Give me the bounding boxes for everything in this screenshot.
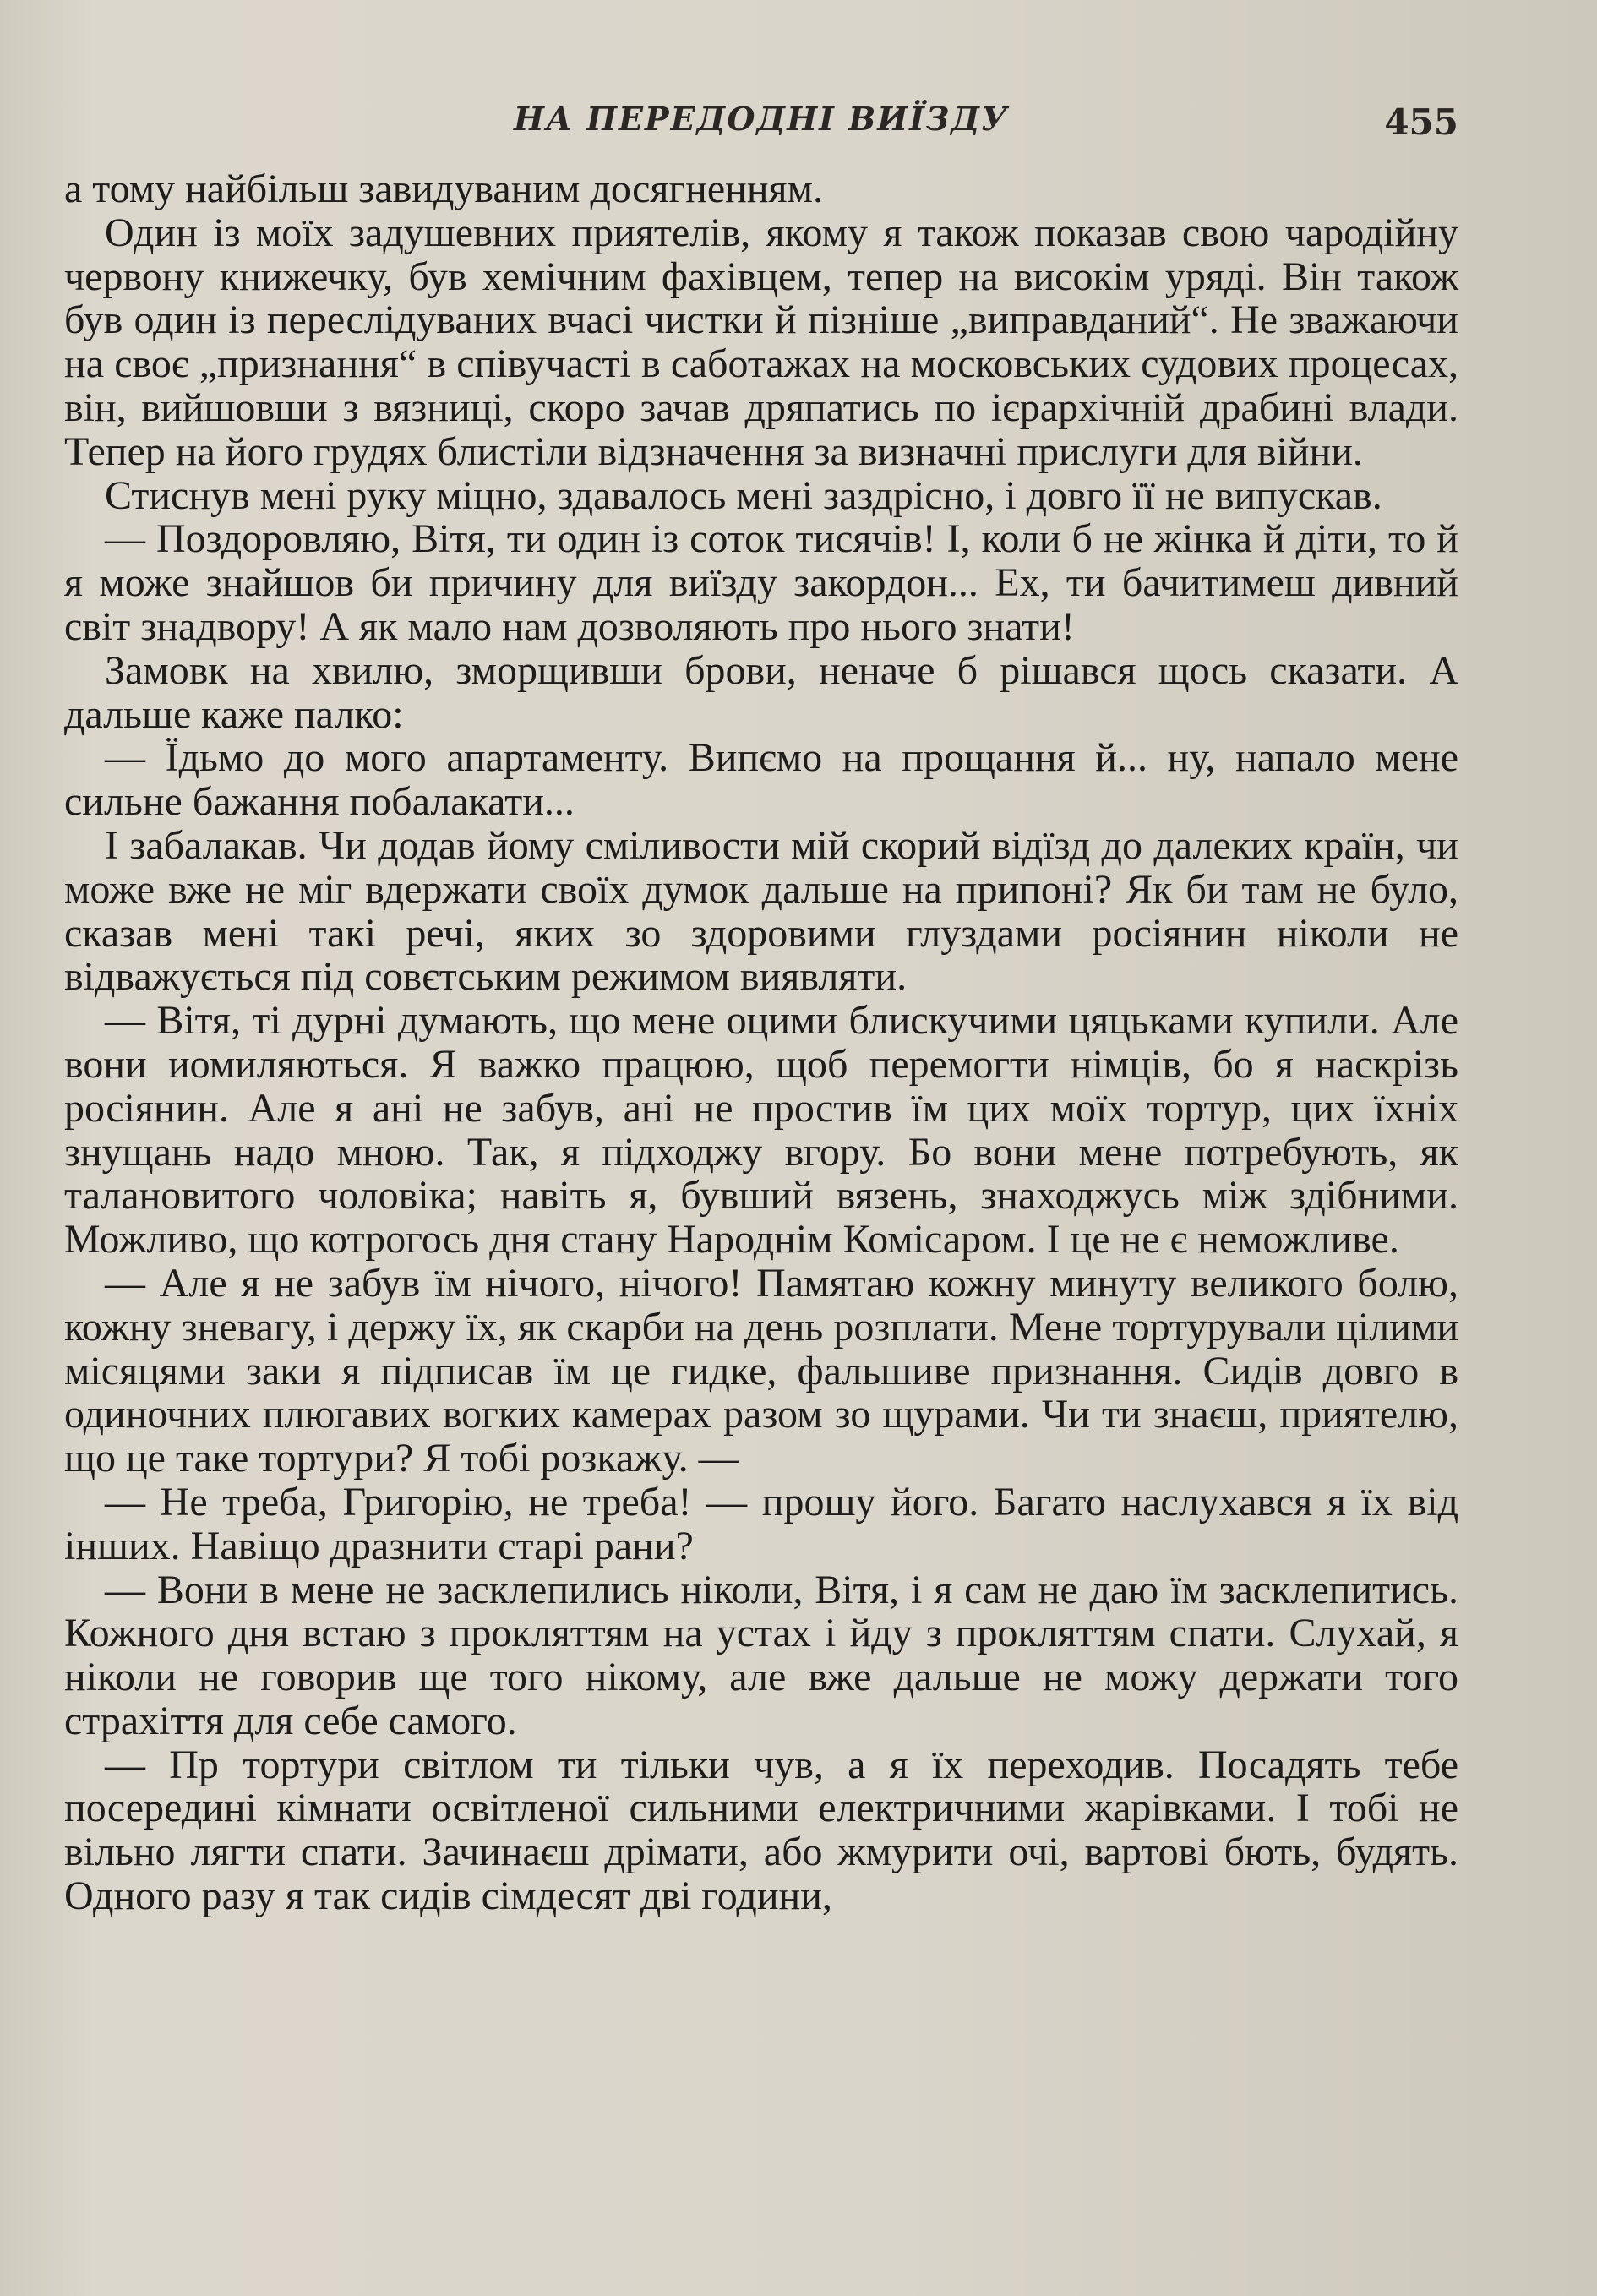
paragraph: — Вітя, ті дурні думають, що мене оцими блискучими цяцьками купили. Але вони иомиляються. Я важко працюю, щоб перемогти німців, бо я наскрізь росіянин. Але я ані не забув, ані не простив їм цих моїх тортур, цих їхніх знущань надо мною. Так, я підходжу вгору. Бо вони мене потребують, як талановитого чоловіка; навіть я, бувший вязень, знаходжусь між здібними. Можливо, що котрогось дня стану Народнім Комісаром. І це не є неможливе. <box>64 998 1458 1263</box>
paragraph: — Не треба, Григорію, не треба! — прошу його. Багато наслухався я їх від інших. Навіщо дразнити старі рани? <box>64 1479 1458 1568</box>
paragraph: Один із моїх задушевних приятелів, якому я також показав свою чародійну червону книжечку, був хемічним фахівцем, тепер на високім уряді. Він також був один із переслідуваних вчасі чистки й пізніше „виправданий“. Не зважаючи на своє „признання“ в співучасті в саботажах на московських судових процесах, він, вийшовши з вязниці, скоро зачав дряпатись по ієрархічній драбині влади. Тепер на його грудях блистіли відзначення за визначні прислуги для війни. <box>64 210 1458 474</box>
paragraph: — Їдьмо до мого апартаменту. Випємо на прощання й... ну, напало мене сильне бажання побалакати... <box>64 735 1458 825</box>
paragraph: Стиснув мені руку міцно, здавалось мені заздрісно, і довго її не випускав. <box>105 472 1382 518</box>
page-header <box>64 100 1458 150</box>
paragraph: — Пр тортури світлом ти тільки чув, а я їх переходив. Посадять тебе посередині кімнати освітленої сильними електричними жарівками. І тобі не вільно лягти спати. Зачинаєш дрімати, або жмурити очі, вартові бють, будять. Одного разу я так сидів сімдесят дві години, <box>64 1742 1458 1919</box>
paragraph: — Вони в мене не засклепились ніколи, Вітя, і я сам не даю їм засклепитись. Кожного дня встаю з прокляттям на устах і йду з прокляттям спати. Слухай, я ніколи не говорив ще того нікому, але вже дальше не можу держати того страхіття для себе самого. <box>64 1567 1458 1743</box>
running-title: НА ПЕРЕДОДНІ ВИЇЗДУ <box>514 100 1009 138</box>
paragraph: Замовк на хвилю, зморщивши брови, неначе б рішався щось сказати. А дальше каже палко: <box>64 647 1458 737</box>
page-number: 455 <box>1384 101 1458 143</box>
paragraph: — Але я не забув їм нічого, нічого! Памятаю кожну минуту великого болю, кожну зневагу, і держу їх, як скарби на день розплати. Мене тортурували цілими місяцями заки я підписав їм це гидке, фальшиве признання. Сидів довго в одиночних плюгавих вогких камерах разом зо щурами. Чи ти знаєш, приятелю, що це таке тортури? Я тобі розкажу. — <box>64 1260 1458 1481</box>
paragraph: а тому найбільш завидуваним досягненням. <box>64 166 823 211</box>
body-text <box>64 167 1458 1918</box>
paragraph: І забалакав. Чи додав йому сміливости мій скорий відїзд до далеких країн, чи може вже не міг вдержати своїх думок дальше на припоні? Як би там не було, сказав мені такі речі, яких зо здоровими глуздами росіянин ніколи не відважується під совєтським режимом виявляти. <box>64 822 1458 1000</box>
paragraph: — Поздоровляю, Вітя, ти один із соток тисячів! І, коли б не жінка й діти, то й я може знайшов би причину для виїзду закордон... Ех, ти бачитимеш дивний світ знадвору! А як мало нам дозволяють про нього знати! <box>64 516 1458 649</box>
